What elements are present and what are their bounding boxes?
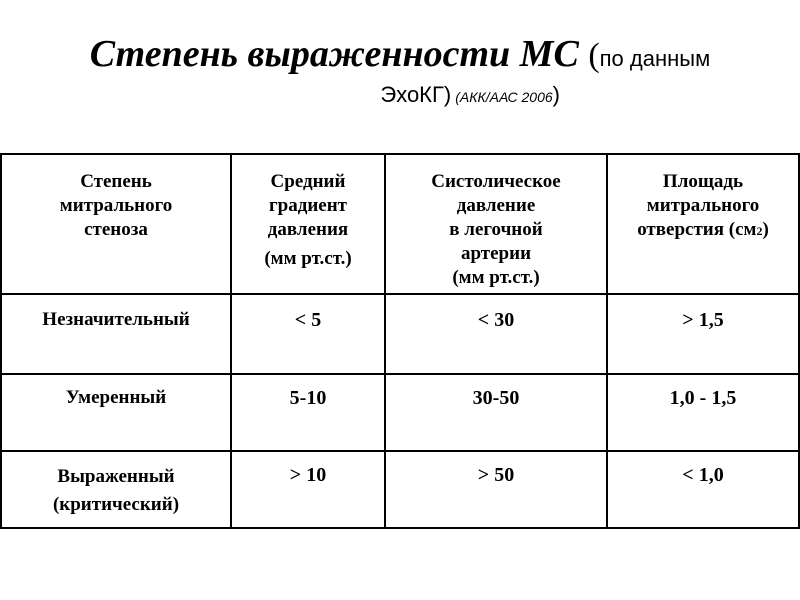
header-text: давление — [456, 195, 536, 216]
header-text: артерии — [460, 243, 532, 264]
header-text: Средний — [270, 171, 346, 192]
pressure-value: < 30 — [477, 309, 515, 331]
header-text: митрального — [646, 195, 760, 216]
grade-label: Незначительный — [42, 309, 190, 330]
table-border-bottom — [0, 527, 800, 529]
header-text: стеноза — [84, 219, 148, 240]
title-line-2 — [0, 82, 560, 108]
grade-label: (критический) — [52, 494, 180, 515]
header-gradient — [232, 170, 384, 271]
header-text: в легочной — [449, 219, 543, 240]
header-area — [608, 170, 798, 243]
pressure-value: 30-50 — [472, 387, 520, 409]
header-text: митрального — [59, 195, 173, 216]
row-grade — [2, 463, 230, 519]
row-area — [608, 308, 798, 332]
gradient-value: > 10 — [289, 464, 327, 486]
header-pressure — [386, 170, 606, 290]
title-source: (АКК/ААС 2006 — [455, 89, 553, 105]
title-paren-text: по данным — [599, 46, 711, 71]
stenosis-table — [0, 153, 800, 529]
row-gradient — [232, 308, 384, 332]
header-grade — [2, 170, 230, 242]
header-text: (мм рт.ст.) — [452, 267, 540, 288]
header-text: отверстия (см — [637, 219, 757, 240]
table-border-top — [0, 153, 800, 155]
header-text: градиент — [269, 195, 347, 216]
header-text: (мм рт.ст.) — [264, 248, 352, 269]
slide-title — [0, 30, 800, 107]
title-paren-close: ) — [552, 82, 560, 107]
area-value: < 1,0 — [682, 464, 724, 486]
gradient-value: 5-10 — [289, 387, 327, 409]
area-value: > 1,5 — [682, 309, 724, 331]
area-value: 1,0 - 1,5 — [669, 387, 737, 409]
title-echo: ЭхоКГ) — [380, 82, 452, 107]
row-pressure — [386, 463, 606, 487]
header-text: Степень — [80, 171, 152, 192]
row-gradient — [232, 386, 384, 410]
superscript-2: 2 — [756, 224, 763, 238]
row-area — [608, 386, 798, 410]
row-grade — [2, 308, 230, 332]
row-grade — [2, 386, 230, 410]
title-paren-open: ( — [588, 37, 600, 74]
header-text: Систолическое — [431, 171, 561, 192]
header-text: давления — [267, 219, 349, 240]
header-text-with-unit — [608, 218, 798, 243]
row-pressure — [386, 308, 606, 332]
header-text: ) — [762, 219, 769, 240]
title-main: Степень выраженности МС — [89, 33, 579, 75]
table-divider — [0, 450, 800, 452]
row-area — [608, 463, 798, 487]
grade-label: Выраженный — [57, 466, 175, 487]
table-divider — [0, 373, 800, 375]
pressure-value: > 50 — [477, 464, 515, 486]
title-line-1 — [0, 30, 800, 83]
table-divider — [0, 293, 800, 295]
gradient-value: < 5 — [294, 309, 322, 331]
row-gradient — [232, 463, 384, 487]
row-pressure — [386, 386, 606, 410]
header-text: Площадь — [662, 171, 744, 192]
grade-label: Умеренный — [65, 387, 167, 408]
